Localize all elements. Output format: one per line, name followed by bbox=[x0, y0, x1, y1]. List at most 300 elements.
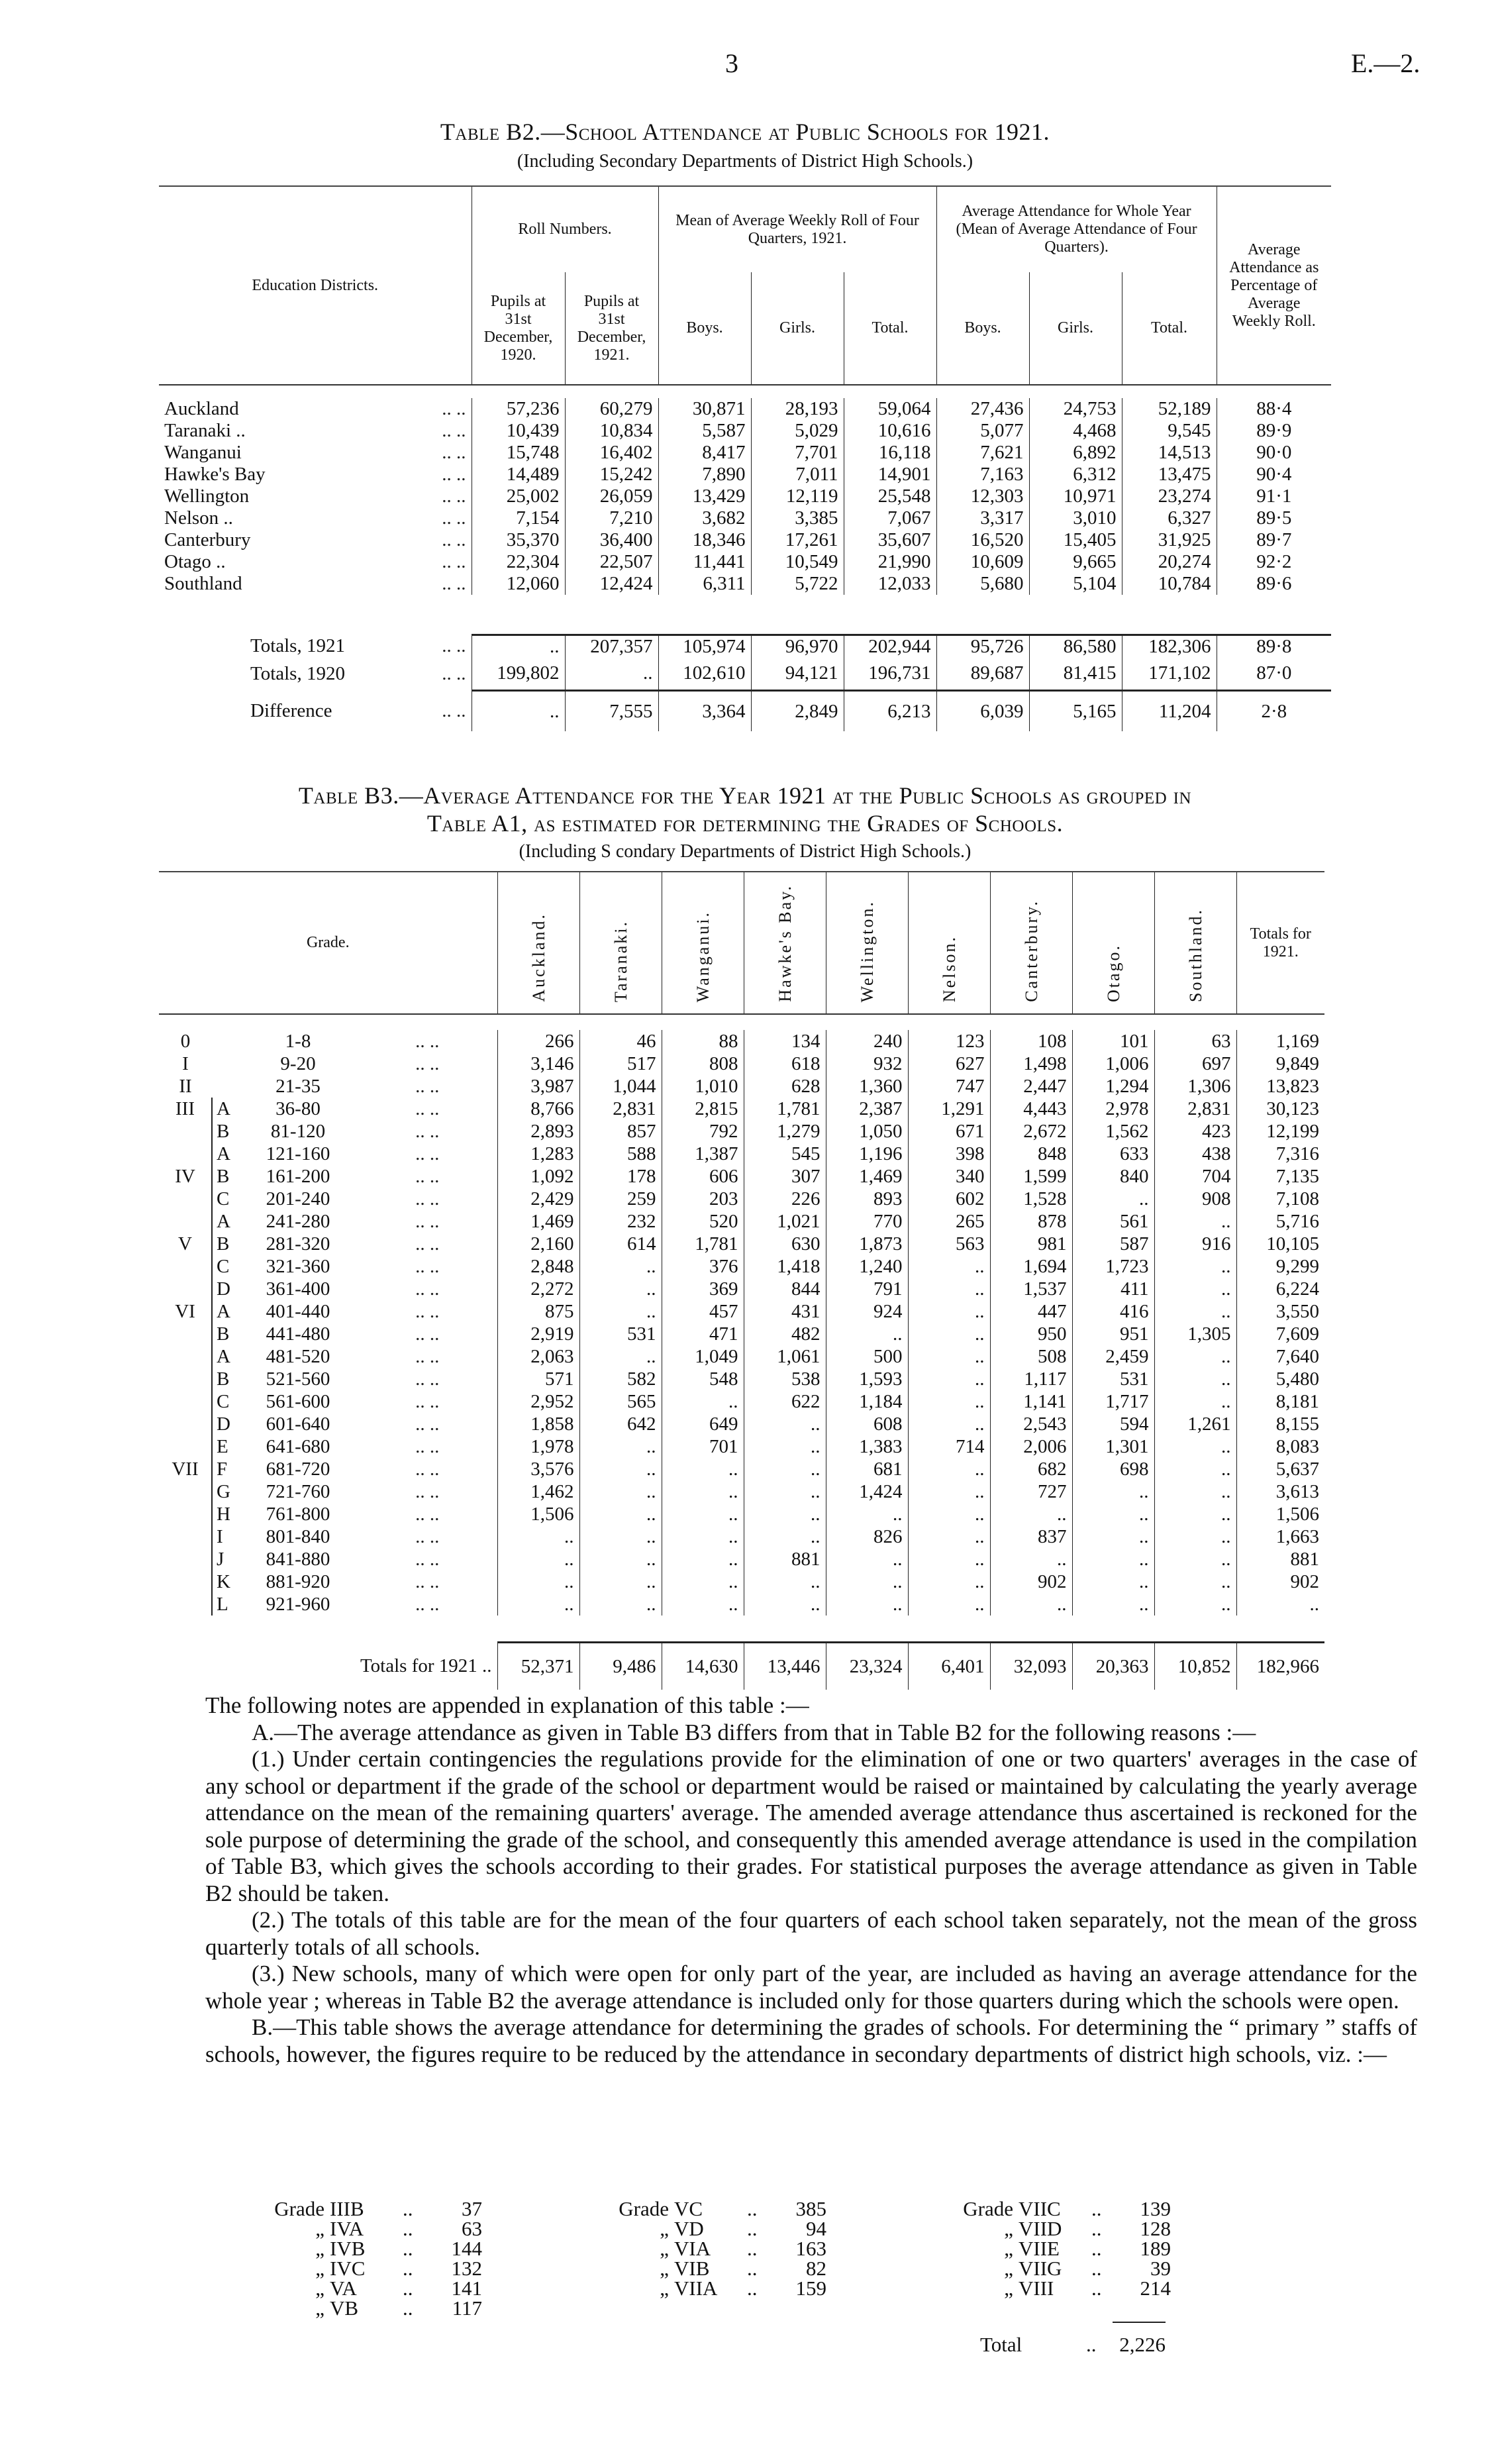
table-row bbox=[159, 691, 1331, 732]
cell-value: 1,717 bbox=[1072, 1390, 1154, 1413]
grade-roman: VII bbox=[172, 1459, 199, 1480]
leader-dots: .. .. bbox=[415, 1526, 440, 1547]
cell-value: 15,242 bbox=[565, 464, 658, 486]
cell-value: 8,417 bbox=[658, 442, 751, 464]
cell-value: .. bbox=[1072, 1503, 1154, 1525]
cell-value: 571 bbox=[497, 1368, 579, 1390]
district-label: Otago .. bbox=[164, 551, 226, 572]
table-row bbox=[159, 1075, 1324, 1098]
cell-value: 630 bbox=[744, 1233, 826, 1255]
header-district bbox=[744, 872, 826, 1014]
cell-value: 438 bbox=[1154, 1143, 1236, 1165]
cell-value: 9,545 bbox=[1122, 420, 1217, 442]
cell-value: 2,160 bbox=[497, 1233, 579, 1255]
cell-value: 259 bbox=[579, 1188, 662, 1210]
header-girls: Girls. bbox=[751, 272, 844, 385]
leader-dots: .. bbox=[477, 1655, 492, 1676]
leader-dots: .. .. bbox=[415, 1549, 440, 1570]
cell-value: 1,294 bbox=[1072, 1075, 1154, 1098]
cell-value: 57,236 bbox=[472, 398, 565, 420]
leader-dots: .. .. bbox=[415, 1413, 440, 1435]
grade-label: VA bbox=[330, 2277, 357, 2300]
header-district bbox=[579, 872, 662, 1014]
table-b2-subtitle: (Including Secondary Departments of District High Schools.) bbox=[517, 151, 973, 172]
cell-value: 46 bbox=[579, 1030, 662, 1052]
cell-value: .. bbox=[1154, 1300, 1236, 1323]
cell-value: 826 bbox=[826, 1525, 908, 1548]
leader-dots: .. bbox=[1091, 2257, 1102, 2280]
grade-letter bbox=[212, 1052, 238, 1075]
cell-value: 714 bbox=[908, 1435, 990, 1458]
total-value: 23,324 bbox=[826, 1642, 908, 1690]
grade-roman bbox=[159, 1570, 212, 1593]
cell-value: .. bbox=[908, 1413, 990, 1435]
cell-value: 6,892 bbox=[1029, 442, 1122, 464]
grade-roman bbox=[159, 1525, 212, 1548]
leader-dots: .. .. bbox=[442, 420, 466, 441]
cell-value: 908 bbox=[1154, 1188, 1236, 1210]
grade-value: 94 bbox=[806, 2217, 826, 2240]
cell-value: 81,415 bbox=[1029, 658, 1122, 691]
grade-range: 601-640 bbox=[266, 1413, 330, 1435]
cell-value: 893 bbox=[826, 1188, 908, 1210]
cell-value: 398 bbox=[908, 1143, 990, 1165]
totals-row bbox=[159, 1642, 1324, 1690]
header-district bbox=[826, 872, 908, 1014]
cell-value: 1,858 bbox=[497, 1413, 579, 1435]
cell-value: 2,387 bbox=[826, 1098, 908, 1120]
cell-value: 8,083 bbox=[1236, 1435, 1324, 1458]
cell-value: .. bbox=[662, 1458, 744, 1480]
cell-value: 697 bbox=[1154, 1052, 1236, 1075]
cell-value: 3,682 bbox=[658, 507, 751, 529]
cell-value: 902 bbox=[1236, 1570, 1324, 1593]
grade-prefix: „ bbox=[660, 2237, 669, 2260]
grade-range: 881-920 bbox=[266, 1571, 330, 1592]
grade-value: 117 bbox=[452, 2296, 482, 2320]
total-value: 13,446 bbox=[744, 1642, 826, 1690]
cell-value: 548 bbox=[662, 1368, 744, 1390]
grade-range: 561-600 bbox=[266, 1391, 330, 1412]
grade-roman bbox=[159, 1390, 212, 1413]
grade-roman bbox=[159, 1345, 212, 1368]
cell-value: 951 bbox=[1072, 1323, 1154, 1345]
cell-value: 1,723 bbox=[1072, 1255, 1154, 1278]
grade-roman bbox=[159, 1593, 212, 1616]
cell-value: 376 bbox=[662, 1255, 744, 1278]
notes bbox=[205, 1692, 1417, 2068]
table-b3 bbox=[159, 871, 1324, 1690]
cell-value: .. bbox=[579, 1548, 662, 1570]
leader-dots: .. .. bbox=[415, 1098, 440, 1119]
cell-value: 10,549 bbox=[751, 551, 844, 573]
cell-value: .. bbox=[579, 1480, 662, 1503]
cell-value: 9,849 bbox=[1236, 1052, 1324, 1075]
grade-letter: H bbox=[212, 1503, 238, 1525]
cell-value: 27,436 bbox=[936, 398, 1029, 420]
total-value: 20,363 bbox=[1072, 1642, 1154, 1690]
cell-value: .. bbox=[1154, 1458, 1236, 1480]
cell-value: 8,181 bbox=[1236, 1390, 1324, 1413]
grade-roman bbox=[159, 1120, 212, 1143]
cell-value: 9,299 bbox=[1236, 1255, 1324, 1278]
cell-value: .. bbox=[1072, 1593, 1154, 1616]
cell-value: 94,121 bbox=[751, 658, 844, 691]
cell-value: 202,944 bbox=[844, 635, 936, 658]
cell-value: .. bbox=[472, 691, 565, 732]
cell-value: 12,303 bbox=[936, 486, 1029, 507]
document-reference: E.—2. bbox=[1351, 48, 1420, 78]
table-row bbox=[159, 1548, 1324, 1570]
district-name bbox=[159, 691, 472, 732]
cell-value: 471 bbox=[662, 1323, 744, 1345]
cell-value: 203 bbox=[662, 1188, 744, 1210]
cell-value: .. bbox=[1154, 1390, 1236, 1413]
cell-value: 30,123 bbox=[1236, 1098, 1324, 1120]
cell-value: .. bbox=[579, 1345, 662, 1368]
total-value: 182,966 bbox=[1236, 1642, 1324, 1690]
cell-value: .. bbox=[1154, 1278, 1236, 1300]
district-label: Taranaki .. bbox=[164, 420, 246, 441]
cell-value: 606 bbox=[662, 1165, 744, 1188]
grade-range: 81-120 bbox=[270, 1121, 326, 1142]
cell-value: .. bbox=[1154, 1480, 1236, 1503]
cell-value: 3,010 bbox=[1029, 507, 1122, 529]
total-value: 52,371 bbox=[497, 1642, 579, 1690]
grade-letter: L bbox=[212, 1593, 238, 1616]
cell-value: 1,469 bbox=[826, 1165, 908, 1188]
leader-dots: .. .. bbox=[442, 507, 466, 529]
cell-value: .. bbox=[744, 1435, 826, 1458]
grade-range: 241-280 bbox=[266, 1211, 330, 1232]
cell-value: 10,784 bbox=[1122, 573, 1217, 595]
total-value: 14,630 bbox=[662, 1642, 744, 1690]
cell-value: 7,890 bbox=[658, 464, 751, 486]
cell-value: .. bbox=[908, 1525, 990, 1548]
grade-prefix: „ bbox=[315, 2257, 324, 2280]
cell-value: .. bbox=[1154, 1210, 1236, 1233]
cell-value: 791 bbox=[826, 1278, 908, 1300]
cell-value: 423 bbox=[1154, 1120, 1236, 1143]
leader-dots: .. bbox=[1091, 2217, 1102, 2240]
cell-value: 7,555 bbox=[565, 691, 658, 732]
cell-value: 682 bbox=[990, 1458, 1072, 1480]
cell-value: 628 bbox=[744, 1075, 826, 1098]
cell-value: .. bbox=[579, 1458, 662, 1480]
cell-value: 35,607 bbox=[844, 529, 936, 551]
cell-value: 14,513 bbox=[1122, 442, 1217, 464]
leader-dots: .. .. bbox=[415, 1053, 440, 1074]
cell-value: 89,687 bbox=[936, 658, 1029, 691]
leader-dots: .. bbox=[403, 2257, 413, 2280]
cell-value: 105,974 bbox=[658, 635, 751, 658]
grade-label: VD bbox=[674, 2217, 704, 2240]
header-mean-roll: Mean of Average Weekly Roll of Four Quarters, 1921. bbox=[658, 186, 936, 272]
leader-dots: .. bbox=[403, 2296, 413, 2320]
cell-value: 95,726 bbox=[936, 635, 1029, 658]
cell-value: 10,834 bbox=[565, 420, 658, 442]
header-education-districts: Education Districts. bbox=[159, 186, 472, 385]
header-girls: Girls. bbox=[1029, 272, 1122, 385]
grade-value: 189 bbox=[1140, 2237, 1171, 2260]
header-pupils-1921: Pupils at 31st December, 1921. bbox=[565, 272, 658, 385]
cell-value: 89·7 bbox=[1217, 529, 1331, 551]
cell-value: .. bbox=[908, 1548, 990, 1570]
cell-value: 2,831 bbox=[579, 1098, 662, 1120]
cell-value: 622 bbox=[744, 1390, 826, 1413]
cell-value: 89·8 bbox=[1217, 635, 1331, 658]
cell-value: 12,060 bbox=[472, 573, 565, 595]
header-boys: Boys. bbox=[936, 272, 1029, 385]
cell-value: 848 bbox=[990, 1143, 1072, 1165]
cell-value: 1,261 bbox=[1154, 1413, 1236, 1435]
cell-value: 171,102 bbox=[1122, 658, 1217, 691]
cell-value: 226 bbox=[744, 1188, 826, 1210]
cell-value: 2,447 bbox=[990, 1075, 1072, 1098]
district-name: Taranaki. bbox=[611, 919, 630, 1002]
cell-value: 1,462 bbox=[497, 1480, 579, 1503]
grade-label: IVB bbox=[330, 2237, 366, 2260]
grade-label: VC bbox=[674, 2197, 703, 2220]
cell-value: 2,893 bbox=[497, 1120, 579, 1143]
cell-value: 178 bbox=[579, 1165, 662, 1188]
district-name bbox=[159, 573, 472, 595]
grade-prefix: „ bbox=[1004, 2257, 1013, 2280]
cell-value: 5,165 bbox=[1029, 691, 1122, 732]
table-row bbox=[159, 573, 1331, 595]
grade-letter: I bbox=[212, 1525, 238, 1548]
cell-value: .. bbox=[1072, 1480, 1154, 1503]
grade-prefix: „ bbox=[660, 2277, 669, 2300]
table-row bbox=[159, 635, 1331, 658]
grade-label: VIID bbox=[1019, 2217, 1062, 2240]
district-name bbox=[159, 658, 472, 691]
grade-entry bbox=[954, 2219, 1171, 2239]
cell-value: 2,272 bbox=[497, 1278, 579, 1300]
cell-value: 857 bbox=[579, 1120, 662, 1143]
grade-prefix: „ bbox=[315, 2277, 324, 2300]
table-row bbox=[159, 1435, 1324, 1458]
cell-value: 6,312 bbox=[1029, 464, 1122, 486]
grade-roman bbox=[159, 1210, 212, 1233]
cell-value: 88·4 bbox=[1217, 398, 1331, 420]
cell-value: 63 bbox=[1154, 1030, 1236, 1052]
grade-roman: II bbox=[179, 1076, 192, 1097]
cell-value: 1,694 bbox=[990, 1255, 1072, 1278]
leader-dots: .. .. bbox=[415, 1391, 440, 1412]
cell-value: 447 bbox=[990, 1300, 1072, 1323]
leader-dots: .. .. bbox=[415, 1233, 440, 1255]
cell-value: 7,609 bbox=[1236, 1323, 1324, 1345]
cell-value: 2,978 bbox=[1072, 1098, 1154, 1120]
table-row bbox=[159, 486, 1331, 507]
grade-range: 201-240 bbox=[266, 1188, 330, 1209]
cell-value: .. bbox=[497, 1525, 579, 1548]
cell-value: 6,224 bbox=[1236, 1278, 1324, 1300]
grade-entry bbox=[265, 2199, 482, 2219]
cell-value: 517 bbox=[579, 1052, 662, 1075]
cell-value: 902 bbox=[990, 1570, 1072, 1593]
cell-value: .. bbox=[662, 1548, 744, 1570]
header-district bbox=[990, 872, 1072, 1014]
cell-value: 3,613 bbox=[1236, 1480, 1324, 1503]
leader-dots: .. bbox=[747, 2257, 758, 2280]
leader-dots: .. .. bbox=[415, 1594, 440, 1615]
cell-value: 23,274 bbox=[1122, 486, 1217, 507]
district-name bbox=[159, 529, 472, 551]
leader-dots: .. .. bbox=[415, 1346, 440, 1367]
cell-value: 18,346 bbox=[658, 529, 751, 551]
leader-dots: .. .. bbox=[442, 529, 466, 550]
grade-letter: A bbox=[212, 1210, 238, 1233]
cell-value: 5,104 bbox=[1029, 573, 1122, 595]
cell-value: 60,279 bbox=[565, 398, 658, 420]
leader-dots: .. .. bbox=[442, 635, 466, 656]
table-row bbox=[159, 1255, 1324, 1278]
cell-value: .. bbox=[744, 1593, 826, 1616]
cell-value: 792 bbox=[662, 1120, 744, 1143]
cell-value: 1,117 bbox=[990, 1368, 1072, 1390]
cell-value: .. bbox=[908, 1255, 990, 1278]
leader-dots: .. .. bbox=[442, 442, 466, 463]
grade-entry bbox=[954, 2199, 1171, 2219]
leader-dots: .. .. bbox=[415, 1143, 440, 1164]
grade-roman: III bbox=[175, 1098, 195, 1119]
grade-entry bbox=[265, 2239, 482, 2259]
leader-dots: .. .. bbox=[442, 699, 466, 721]
grade-range: 761-800 bbox=[266, 1504, 330, 1525]
grade-value: 385 bbox=[795, 2197, 826, 2220]
cell-value: .. bbox=[1154, 1570, 1236, 1593]
table-row bbox=[159, 1480, 1324, 1503]
table-b2-title: Table B2.—School Attendance at Public Schools for 1921. bbox=[440, 119, 1050, 145]
cell-value: 36,400 bbox=[565, 529, 658, 551]
grade-range: 36-80 bbox=[275, 1098, 321, 1119]
cell-value: 1,196 bbox=[826, 1143, 908, 1165]
grade-prefix: „ bbox=[660, 2257, 669, 2280]
table-row bbox=[159, 1120, 1324, 1143]
cell-value: 266 bbox=[497, 1030, 579, 1052]
note-3: (3.) New schools, many of which were open for only part of the year, are included as having an average attendance for the whole year ; whereas in Table B2 the average attendance is included only for those quarters during which the schools were open. bbox=[205, 1961, 1417, 2014]
cell-value: 671 bbox=[908, 1120, 990, 1143]
grade-roman bbox=[159, 1188, 212, 1210]
grade-roman: VI bbox=[175, 1301, 195, 1322]
cell-value: 538 bbox=[744, 1368, 826, 1390]
table-b2 bbox=[159, 185, 1331, 731]
cell-value: 1,781 bbox=[662, 1233, 744, 1255]
grade-range: 441-480 bbox=[266, 1323, 330, 1345]
total-value: 32,093 bbox=[990, 1642, 1072, 1690]
table-row bbox=[159, 1030, 1324, 1052]
cell-value: 10,971 bbox=[1029, 486, 1122, 507]
grade-roman bbox=[159, 1323, 212, 1345]
leader-dots: .. bbox=[403, 2277, 413, 2300]
cell-value: .. bbox=[908, 1323, 990, 1345]
header-district bbox=[908, 872, 990, 1014]
grade-value: 37 bbox=[462, 2197, 482, 2220]
cell-value: 1,528 bbox=[990, 1188, 1072, 1210]
cell-value: 681 bbox=[826, 1458, 908, 1480]
cell-value: 2,831 bbox=[1154, 1098, 1236, 1120]
spacer-row bbox=[159, 1616, 1324, 1642]
cell-value: 633 bbox=[1072, 1143, 1154, 1165]
cell-value: 981 bbox=[990, 1233, 1072, 1255]
cell-value: 240 bbox=[826, 1030, 908, 1052]
cell-value: 196,731 bbox=[844, 658, 936, 691]
table-row bbox=[159, 507, 1331, 529]
grade-entry bbox=[954, 2259, 1171, 2279]
cell-value: 22,304 bbox=[472, 551, 565, 573]
cell-value: 5,587 bbox=[658, 420, 751, 442]
cell-value: 2,848 bbox=[497, 1255, 579, 1278]
grade-prefix: „ bbox=[315, 2237, 324, 2260]
cell-value: 102,610 bbox=[658, 658, 751, 691]
leader-dots: .. bbox=[1086, 2333, 1097, 2356]
cell-value: 594 bbox=[1072, 1413, 1154, 1435]
cell-value: 6,039 bbox=[936, 691, 1029, 732]
table-b3-title-line2: Table A1, as estimated for determining the Grades of Schools. bbox=[426, 810, 1064, 837]
grade-letter: A bbox=[212, 1098, 238, 1120]
cell-value: .. bbox=[472, 635, 565, 658]
cell-value: 545 bbox=[744, 1143, 826, 1165]
cell-value: 614 bbox=[579, 1233, 662, 1255]
leader-dots: .. .. bbox=[442, 663, 466, 684]
cell-value: 21,990 bbox=[844, 551, 936, 573]
grade-entry bbox=[609, 2239, 826, 2259]
grade-value: 163 bbox=[795, 2237, 826, 2260]
table-b3-subtitle: (Including S condary Departments of District High Schools.) bbox=[519, 841, 971, 862]
district-name: Wanganui. bbox=[693, 910, 713, 1002]
grade-label: VIIA bbox=[674, 2277, 718, 2300]
totals-label bbox=[159, 1642, 497, 1690]
leader-dots: .. bbox=[403, 2217, 413, 2240]
cell-value: 6,327 bbox=[1122, 507, 1217, 529]
cell-value: 582 bbox=[579, 1368, 662, 1390]
cell-value: 7,163 bbox=[936, 464, 1029, 486]
grade-range: 121-160 bbox=[266, 1143, 330, 1164]
cell-value: 12,424 bbox=[565, 573, 658, 595]
header-totals-1921: Totals for 1921. bbox=[1236, 872, 1324, 1014]
cell-value: 1,291 bbox=[908, 1098, 990, 1120]
cell-value: .. bbox=[744, 1413, 826, 1435]
cell-value: .. bbox=[826, 1570, 908, 1593]
grade-label: VB bbox=[330, 2296, 359, 2320]
cell-value: .. bbox=[908, 1458, 990, 1480]
cell-value: 565 bbox=[579, 1390, 662, 1413]
cell-value: 1,049 bbox=[662, 1345, 744, 1368]
grade-range: 841-880 bbox=[266, 1549, 330, 1570]
leader-dots: .. .. bbox=[415, 1076, 440, 1097]
cell-value: .. bbox=[565, 658, 658, 691]
district-label: Difference bbox=[250, 699, 332, 721]
cell-value: 13,429 bbox=[658, 486, 751, 507]
total-value: 10,852 bbox=[1154, 1642, 1236, 1690]
cell-value: 1,301 bbox=[1072, 1435, 1154, 1458]
cell-value: 1,092 bbox=[497, 1165, 579, 1188]
cell-value: 3,146 bbox=[497, 1052, 579, 1075]
grade-range: 361-400 bbox=[266, 1278, 330, 1300]
grade-range: 721-760 bbox=[266, 1481, 330, 1502]
cell-value: .. bbox=[744, 1480, 826, 1503]
header-percentage: Average Attendance as Percentage of Average Weekly Roll. bbox=[1217, 186, 1331, 385]
grade-prefix: „ bbox=[315, 2217, 324, 2240]
grade-range: 21-35 bbox=[275, 1076, 321, 1097]
cell-value: .. bbox=[579, 1503, 662, 1525]
grade-entry bbox=[954, 2279, 1171, 2298]
grade-range: 9-20 bbox=[280, 1053, 316, 1074]
cell-value: .. bbox=[662, 1390, 744, 1413]
cell-value: 1,593 bbox=[826, 1368, 908, 1390]
